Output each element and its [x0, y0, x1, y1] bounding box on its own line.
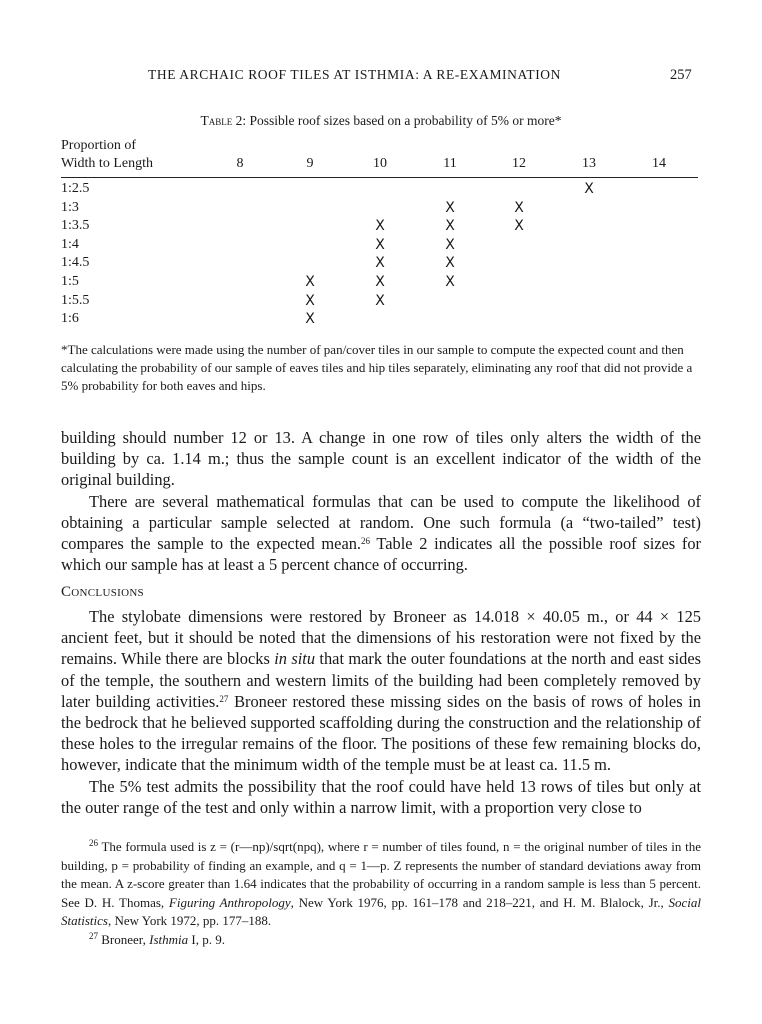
footnote-ref: 26: [361, 536, 371, 547]
table-row-label: 1:4.5: [61, 255, 90, 271]
table-cell-mark: X: [445, 274, 455, 290]
table-row-label: 1:4: [61, 236, 79, 252]
table-cell-mark: X: [375, 218, 385, 235]
table-row-label: 1:3.5: [61, 218, 90, 234]
paragraph: There are several mathematical formulas that can be used to compute the likelihood of obtaining a particular sample selected at random. One such formula (a “two-tailed” test) compares the sample to the expected mean.$^{26}$ Table 2 indicates all the possible roof sizes for which our sample has at least a 5 percent chance of occurring.: [61, 491, 701, 575]
table-cell-mark: X: [514, 218, 524, 235]
table-rule: [61, 177, 698, 178]
table-column-header: 8: [236, 156, 244, 171]
table-cell-mark: X: [305, 292, 315, 309]
table-header-proportion-line2: Width to Length: [61, 156, 153, 171]
table-column-header: 9: [306, 156, 314, 171]
table-cell-mark: X: [375, 292, 385, 309]
footnote-26: $^{26}$ The formula used is z = (r—np)/sqrt(npq), where r = number of tiles found, n = the original number of tiles in the building, p = probability of finding an example, and q = 1—p. Z represents the number of standard deviations away from the mean. A z-score greater than 1.64 indicates that the probability of occurring in a random sample is less than 5 percent. See D. H. Thomas, Figuring Anthropology, New York 1976, pp. 161–178 and 218–221, and H. M. Blalock, Jr., Social Statistics, New York 1972, pp. 177–188.: [61, 838, 701, 928]
body-text-upper: [61, 427, 701, 575]
table-cell-mark: X: [305, 274, 315, 290]
table-cell-mark: X: [375, 236, 385, 253]
table-row-label: 1:5.5: [61, 292, 90, 308]
table-cell-mark: X: [514, 199, 524, 216]
table-row-label: 1:6: [61, 311, 79, 327]
table-cell-mark: X: [445, 199, 455, 216]
table-caption-text: Possible roof sizes based on a probability of 5% or more*: [249, 113, 562, 128]
table-cell-mark: X: [375, 274, 385, 290]
table-cell-mark: X: [445, 255, 455, 272]
running-title: THE ARCHAIC ROOF TILES AT ISTHMIA: A RE-EXAMINATION: [148, 67, 561, 82]
table-cell-mark: X: [445, 236, 455, 253]
table-column-header: 11: [443, 156, 457, 171]
paragraph: The 5% test admits the possibility that the roof could have held 13 rows of tiles but only at the outer range of the test and only within a narrow limit, with a proportion very close to: [61, 776, 701, 817]
table-caption-label: Table 2:: [200, 113, 247, 128]
table-column-header: 14: [652, 156, 666, 171]
footnote-ref: 27: [219, 693, 229, 704]
table-note: *The calculations were made using the number of pan/cover tiles in our sample to compute the expected count and then calculating the probability of our sample of eaves tiles and hip tiles separately, eliminating any roof that did not provide a 5% probability for both eaves and hips.: [61, 342, 693, 393]
footnotes: [61, 838, 701, 949]
paragraph: The stylobate dimensions were restored by Broneer as 14.018 × 40.05 m., or 44 × 125 ancient feet, but it should be noted that the dimensions of his restoration were not fixed by the remains. While there are blocks in situ that mark the outer foundations at the north and east sides of the temple, the southern and western limits of the building had been completely removed by later building activities.$^{27}$ Broneer restored these missing sides on the basis of rows of holes in the bedrock that he believed supported scaffolding during the construction and the relationship of these holes to the irregular remains of the floor. The positions of these few remaining blocks do, however, indicate that the minimum width of the temple must be at least ca. 11.5 m.: [61, 607, 702, 775]
table-row-label: 1:2.5: [61, 181, 90, 196]
page-number: 257: [670, 67, 692, 83]
body-text-lower: [61, 606, 701, 818]
table-column-header: 12: [512, 156, 526, 171]
section-heading: Conclusions: [61, 584, 144, 600]
table-cell-mark: X: [375, 255, 385, 272]
table-cell-mark: X: [305, 311, 315, 328]
table-row-label: 1:3: [61, 199, 79, 215]
table-column-header: 10: [373, 156, 387, 171]
table-column-header: 13: [582, 156, 596, 171]
footnote-27: $^{27}$ Broneer, Isthmia I, p. 9.: [89, 930, 225, 947]
table-header-proportion-line1: Proportion of: [61, 138, 137, 153]
table-cell-mark: X: [584, 181, 594, 197]
table-row-label: 1:5: [61, 274, 79, 289]
table-caption: [0, 113, 762, 129]
paragraph: building should number 12 or 13. A change in one row of tiles only alters the width of the building by ca. 1.14 m.; thus the sample count is an excellent indicator of the width of the original building.: [61, 428, 701, 490]
table-cell-mark: X: [445, 218, 455, 235]
